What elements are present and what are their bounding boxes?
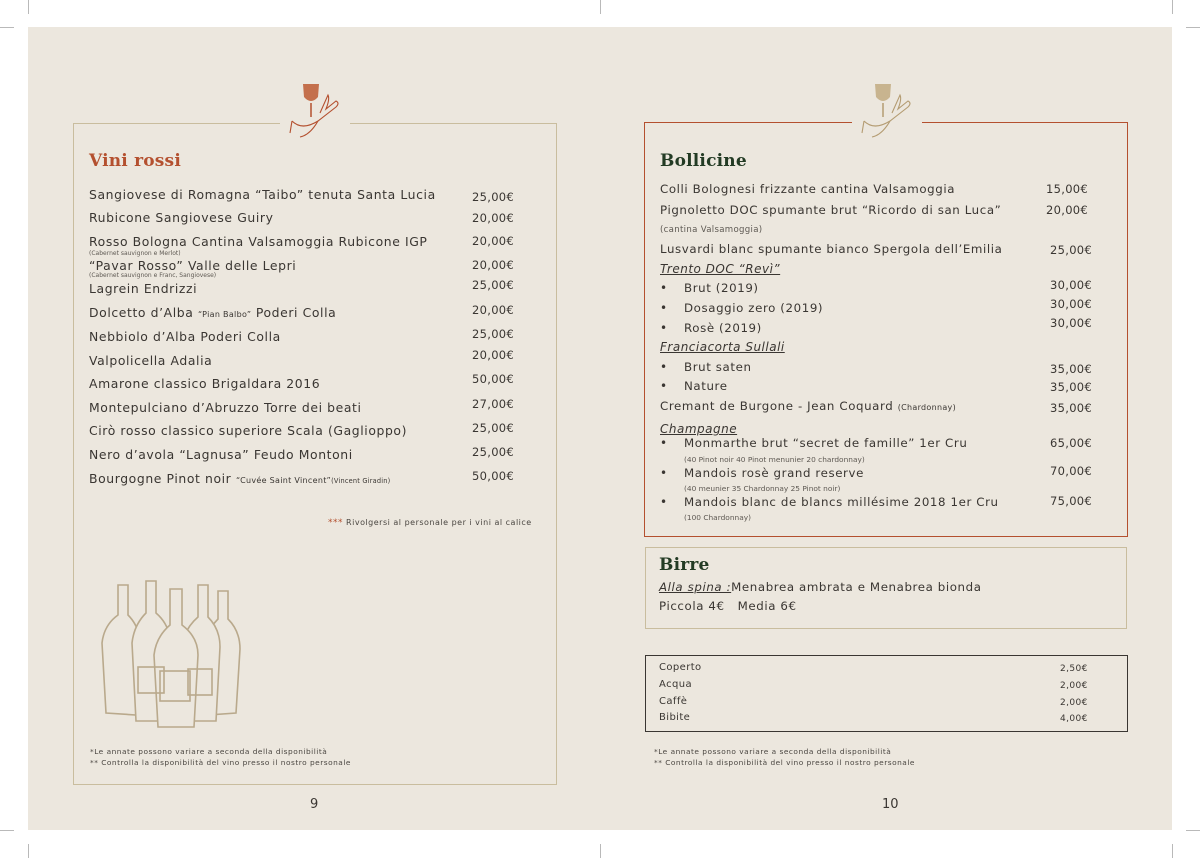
wine-price: 50,00€ xyxy=(472,469,515,483)
wine-name-part: Dolcetto d’Alba xyxy=(89,305,194,320)
sparkling-name: Pignoletto DOC spumante brut “Ricordo di san Luca” xyxy=(660,203,1002,217)
wine-name: Rubicone Sangiovese Guiry xyxy=(89,210,274,225)
sparkling-price: 65,00€ xyxy=(1050,436,1093,450)
service-price: 2,50€ xyxy=(1060,664,1088,674)
sparkling-name: Mandois blanc de blancs millésime 2018 1er Cru xyxy=(684,495,999,509)
wine-price: 27,00€ xyxy=(472,397,515,411)
calice-note xyxy=(328,518,532,528)
sparkling-price: 25,00€ xyxy=(1050,243,1093,257)
sparkling-name: Brut (2019) xyxy=(684,281,759,295)
wine-price: 20,00€ xyxy=(472,348,515,362)
sparkling-price: 15,00€ xyxy=(1046,182,1089,196)
crop-mark xyxy=(28,0,29,14)
sparkling-price: 30,00€ xyxy=(1050,297,1093,311)
wine-name: Lagrein Endrizzi xyxy=(89,281,198,296)
footnote-vintage: *Le annate possono variare a seconda della disponibilità xyxy=(654,747,892,756)
wine-price: 20,00€ xyxy=(472,234,515,248)
sparkling-price: 20,00€ xyxy=(1046,203,1089,217)
sparkling-name: Dosaggio zero (2019) xyxy=(684,301,824,315)
wine-name: Amarone classico Brigaldara 2016 xyxy=(89,376,321,391)
wine-price: 25,00€ xyxy=(472,190,515,204)
wine-name xyxy=(89,305,336,320)
draft-text: Menabrea ambrata e Menabrea bionda xyxy=(731,580,982,594)
grape-note: (Cabernet sauvignon e Franc, Sangiovese) xyxy=(89,272,217,279)
grape-note: (40 Pinot noir 40 Pinot menunier 20 chardonnay) xyxy=(684,455,865,464)
crop-mark xyxy=(0,27,14,28)
wine-name: Rosso Bologna Cantina Valsamoggia Rubicone IGP xyxy=(89,234,428,249)
bullet: • xyxy=(660,466,668,480)
crop-mark xyxy=(1172,844,1173,858)
wine-name: Sangiovese di Romagna “Taibo” tenuta Santa Lucia xyxy=(89,187,436,202)
bullet: • xyxy=(660,281,668,295)
bullet: • xyxy=(660,301,668,315)
service-name: Caffè xyxy=(659,696,688,707)
crop-mark xyxy=(1186,27,1200,28)
trento-label: Trento DOC “Revì” xyxy=(660,262,781,276)
wine-name: Nero d’avola “Lagnusa” Feudo Montoni xyxy=(89,447,353,462)
sparkling-name: Mandois rosè grand reserve xyxy=(684,466,864,480)
wine-price: 20,00€ xyxy=(472,303,515,317)
wine-name-part: Poderi Colla xyxy=(251,305,337,320)
crop-mark xyxy=(1186,830,1200,831)
wine-price: 25,00€ xyxy=(472,278,515,292)
producer-inline: (Vincent Giradin) xyxy=(331,477,391,485)
wine-price: 25,00€ xyxy=(472,421,515,435)
wine-name: Nebbiolo d’Alba Poderi Colla xyxy=(89,329,281,344)
wine-glass-hand-icon xyxy=(280,79,350,143)
wine-price: 50,00€ xyxy=(472,372,515,386)
grape-note: (100 Chardonnay) xyxy=(684,513,751,522)
service-name: Bibite xyxy=(659,712,691,723)
sparkling-name: Lusvardi blanc spumante bianco Spergola dell’Emilia xyxy=(660,242,1003,256)
wine-name xyxy=(89,471,390,486)
producer-note: (cantina Valsamoggia) xyxy=(660,225,763,235)
sparkling-price: 70,00€ xyxy=(1050,464,1093,478)
sparkling-name: Rosè (2019) xyxy=(684,321,762,335)
sparkling-price: 35,00€ xyxy=(1050,401,1093,415)
bullet: • xyxy=(660,321,668,335)
menu-page-right xyxy=(600,27,1172,830)
crop-mark xyxy=(1172,0,1173,14)
page-number: 9 xyxy=(310,797,319,812)
crop-mark xyxy=(28,844,29,858)
grape-note: (40 meunier 35 Chardonnay 25 Pinot noir) xyxy=(684,484,841,493)
crop-mark xyxy=(600,0,601,14)
grape-inline: (Chardonnay) xyxy=(897,403,957,412)
wine-glass-hand-icon xyxy=(852,79,922,143)
service-price: 2,00€ xyxy=(1060,681,1088,691)
menu-page-left xyxy=(28,27,600,830)
sparkling-name: Brut saten xyxy=(684,360,752,374)
wine-price: 25,00€ xyxy=(472,327,515,341)
bullet: • xyxy=(660,495,668,509)
wine-price: 20,00€ xyxy=(472,258,515,272)
bullet: • xyxy=(660,436,668,450)
sparkling-name xyxy=(660,399,956,413)
footnote-availability: ** Controlla la disponibilità del vino presso il nostro personale xyxy=(654,758,915,767)
draft-label: Alla spina : xyxy=(659,580,732,594)
wine-name: “Pavar Rosso” Valle delle Lepri xyxy=(89,258,297,273)
service-price: 2,00€ xyxy=(1060,698,1088,708)
beer-title: Birre xyxy=(659,555,710,575)
red-wines-title: Vini rossi xyxy=(89,151,181,171)
sparkling-name: Nature xyxy=(684,379,728,393)
sparkling-name: Colli Bolognesi frizzante cantina Valsamoggia xyxy=(660,182,956,196)
crop-mark xyxy=(600,844,601,858)
champagne-label: Champagne xyxy=(660,422,738,436)
sparkling-price: 30,00€ xyxy=(1050,278,1093,292)
crop-mark xyxy=(0,830,14,831)
footnote-availability: ** Controlla la disponibilità del vino presso il nostro personale xyxy=(90,758,351,767)
wine-price: 25,00€ xyxy=(472,445,515,459)
calice-stars: *** xyxy=(328,518,343,528)
calice-text: Rivolgersi al personale per i vini al calice xyxy=(346,518,532,527)
wine-name: Montepulciano d’Abruzzo Torre dei beati xyxy=(89,400,362,415)
sparkling-name: Monmarthe brut “secret de famille” 1er Cru xyxy=(684,436,968,450)
services-panel xyxy=(645,655,1128,732)
sparkling-price: 35,00€ xyxy=(1050,362,1093,376)
wine-name: Cirò rosso classico superiore Scala (Gaglioppo) xyxy=(89,423,408,438)
beer-sizes: Piccola 4€ Media 6€ xyxy=(659,599,797,613)
bullet: • xyxy=(660,360,668,374)
wine-label-inline: “Cuvée Saint Vincent” xyxy=(235,476,332,485)
sparkling-price: 75,00€ xyxy=(1050,494,1093,508)
wine-label-inline: “Pian Balbo” xyxy=(197,310,252,319)
grape-note: (Cabernet sauvignon e Merlot) xyxy=(89,250,181,257)
wine-price: 20,00€ xyxy=(472,211,515,225)
wine-bottles-illustration xyxy=(90,579,250,731)
draft-beer-line xyxy=(659,580,982,594)
page-number: 10 xyxy=(882,797,899,812)
bollicine-title: Bollicine xyxy=(660,151,747,171)
cremant-name: Cremant de Burgone - Jean Coquard xyxy=(660,399,894,413)
wine-name: Valpolicella Adalia xyxy=(89,353,213,368)
wine-name-part: Bourgogne Pinot noir xyxy=(89,471,232,486)
service-name: Acqua xyxy=(659,679,692,690)
sparkling-price: 30,00€ xyxy=(1050,316,1093,330)
franciacorta-label: Franciacorta Sullali xyxy=(660,340,785,354)
service-price: 4,00€ xyxy=(1060,714,1088,724)
sparkling-price: 35,00€ xyxy=(1050,380,1093,394)
footnote-vintage: *Le annate possono variare a seconda della disponibilità xyxy=(90,747,328,756)
bullet: • xyxy=(660,379,668,393)
service-name: Coperto xyxy=(659,662,702,673)
